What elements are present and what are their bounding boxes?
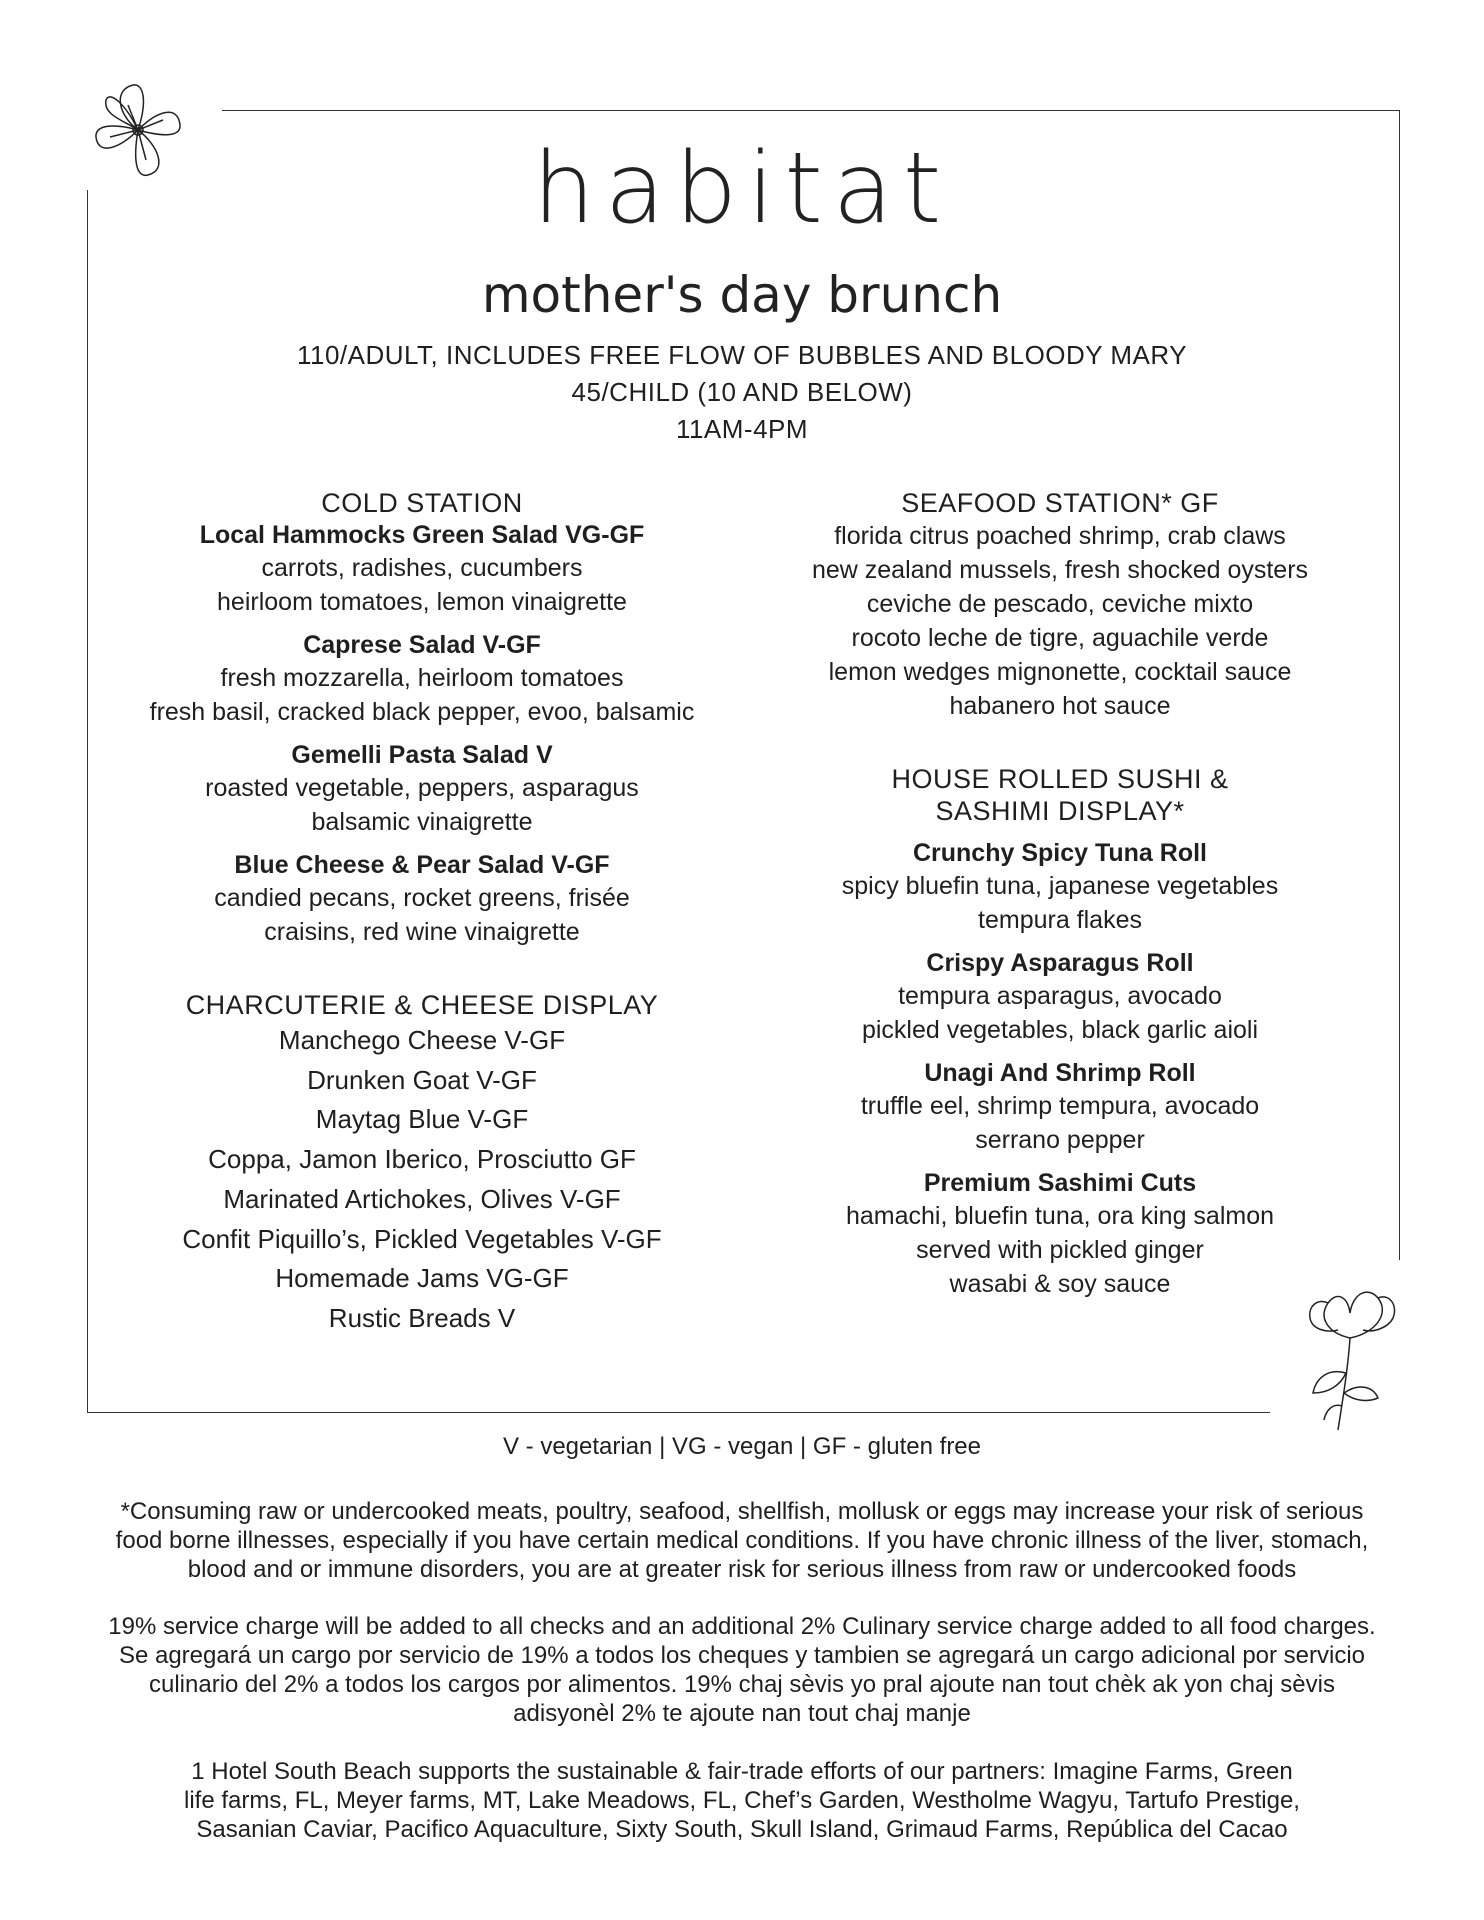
dish-desc: carrots, radishes, cucumbers: [261, 554, 583, 582]
seafood-station-title: SEAFOOD STATION* GF: [901, 488, 1219, 518]
advisory-line: *Consuming raw or undercooked meats, poultry, seafood, shellfish, mollusk or eggs may increase your risk of serious: [120, 1498, 1364, 1525]
dish-desc: heirloom tomatoes, lemon vinaigrette: [217, 588, 627, 616]
dish-name: Crispy Asparagus Roll: [926, 949, 1194, 977]
price-child: 45/CHILD (10 AND BELOW): [571, 377, 913, 407]
sushi-title-line: HOUSE ROLLED SUSHI &: [891, 764, 1229, 794]
dish-desc: spicy bluefin tuna, japanese vegetables: [841, 872, 1279, 900]
partners-line: Sasanian Caviar, Pacifico Aquaculture, Sixty South, Skull Island, Grimaud Farms, República del Cacao: [196, 1816, 1288, 1843]
cold-station-title: COLD STATION: [321, 488, 523, 518]
dish-desc: wasabi & soy sauce: [949, 1270, 1171, 1298]
dish-name: Crunchy Spicy Tuna Roll: [912, 839, 1208, 867]
charcuterie-item: Drunken Goat V-GF: [307, 1064, 537, 1095]
dish-desc: candied pecans, rocket greens, frisée: [214, 884, 630, 912]
charcuterie-item: Confit Piquillo’s, Pickled Vegetables V-GF: [182, 1223, 662, 1254]
seafood-line: ceviche de pescado, ceviche mixto: [866, 590, 1254, 618]
dish-desc: hamachi, bluefin tuna, ora king salmon: [845, 1202, 1275, 1230]
price-adult: 110/ADULT, INCLUDES FREE FLOW OF BUBBLES AND BLOODY MARY: [296, 340, 1188, 370]
right-column: [760, 487, 1360, 1301]
service-charge-line: 19% service charge will be added to all checks and an additional 2% Culinary service charge added to all food charges.: [108, 1613, 1376, 1640]
charcuterie-item: Maytag Blue V-GF: [315, 1104, 529, 1135]
dish-desc: truffle eel, shrimp tempura, avocado: [860, 1092, 1260, 1120]
dish-name: Unagi And Shrimp Roll: [924, 1059, 1196, 1087]
charcuterie-item: Marinated Artichokes, Olives V-GF: [223, 1183, 621, 1214]
logo-wordmark: habitat: [532, 132, 952, 246]
seafood-line: new zealand mussels, fresh shocked oysters: [811, 556, 1309, 584]
seafood-line: lemon wedges mignonette, cocktail sauce: [828, 658, 1292, 686]
dish-desc: roasted vegetable, peppers, asparagus: [205, 774, 639, 802]
page-subtitle: mother's day brunch: [481, 266, 1003, 324]
dish-desc: balsamic vinaigrette: [311, 808, 533, 836]
sushi-title-line: SASHIMI DISPLAY*: [935, 796, 1185, 826]
seafood-line: rocoto leche de tigre, aguachile verde: [851, 624, 1269, 652]
partners-note: [0, 1757, 1484, 1844]
partners-line: life farms, FL, Meyer farms, MT, Lake Meadows, FL, Chef’s Garden, Westholme Wagyu, Tartufo Prestige,: [184, 1787, 1300, 1814]
service-hours: 11AM-4PM: [675, 414, 809, 444]
charcuterie-title: CHARCUTERIE & CHEESE DISPLAY: [185, 990, 659, 1020]
charcuterie-item: Manchego Cheese V-GF: [278, 1025, 566, 1055]
dish-name: Gemelli Pasta Salad V: [291, 741, 553, 769]
charcuterie-item: Rustic Breads V: [328, 1302, 516, 1333]
dish-name: Local Hammocks Green Salad VG-GF: [199, 521, 645, 549]
dish-desc: pickled vegetables, black garlic aioli: [861, 1016, 1259, 1044]
charcuterie-item: Homemade Jams VG-GF: [275, 1263, 569, 1294]
dish-desc: serrano pepper: [975, 1126, 1145, 1154]
frame-bottom-line: [87, 1412, 1270, 1413]
dish-desc: tempura flakes: [978, 906, 1142, 934]
frame-top-line: [222, 110, 1399, 111]
charcuterie-item: Coppa, Jamon Iberico, Prosciutto GF: [208, 1144, 636, 1175]
dish-desc: craisins, red wine vinaigrette: [264, 918, 580, 946]
advisory-line: blood and or immune disorders, you are at greater risk for serious illness from raw or undercooked foods: [187, 1556, 1297, 1583]
dish-name: Premium Sashimi Cuts: [923, 1169, 1197, 1197]
dish-desc: fresh basil, cracked black pepper, evoo, balsamic: [149, 698, 695, 726]
dish-desc: fresh mozzarella, heirloom tomatoes: [220, 664, 624, 692]
service-charge-line: Se agregará un cargo por servicio de 19% a todos los cheques y tambien se agregará un cargo adicional por servicio: [118, 1642, 1366, 1669]
service-charge-note: [0, 1612, 1484, 1728]
advisory-line: food borne illnesses, especially if you have certain medical conditions. If you have chronic illness of the liver, stomach,: [115, 1527, 1369, 1554]
consumer-advisory: [0, 1497, 1484, 1584]
dish-desc: tempura asparagus, avocado: [898, 982, 1222, 1010]
diet-legend-text: V - vegetarian | VG - vegan | GF - gluten free: [502, 1433, 982, 1460]
dish-desc: served with pickled ginger: [916, 1236, 1204, 1264]
service-charge-line: culinario del 2% a todos los cargos por alimentos. 19% chaj sèvis yo pral ajoute nan tout chèk ak yon chaj sèvis: [149, 1671, 1335, 1698]
service-charge-line: adisyonèl 2% te ajoute nan tout chaj manje: [513, 1700, 971, 1727]
seafood-line: habanero hot sauce: [949, 692, 1171, 720]
dish-name: Blue Cheese & Pear Salad V-GF: [234, 851, 610, 879]
seafood-line: florida citrus poached shrimp, crab claws: [834, 522, 1286, 550]
frame-left-line: [87, 190, 88, 1412]
diet-legend: [0, 1432, 1484, 1461]
dish-name: Caprese Salad V-GF: [303, 631, 541, 659]
left-column: [110, 487, 734, 1339]
partners-line: 1 Hotel South Beach supports the sustainable & fair-trade efforts of our partners: Imagine Farms, Green: [191, 1758, 1293, 1785]
flower-stem-icon: [1298, 1278, 1403, 1433]
